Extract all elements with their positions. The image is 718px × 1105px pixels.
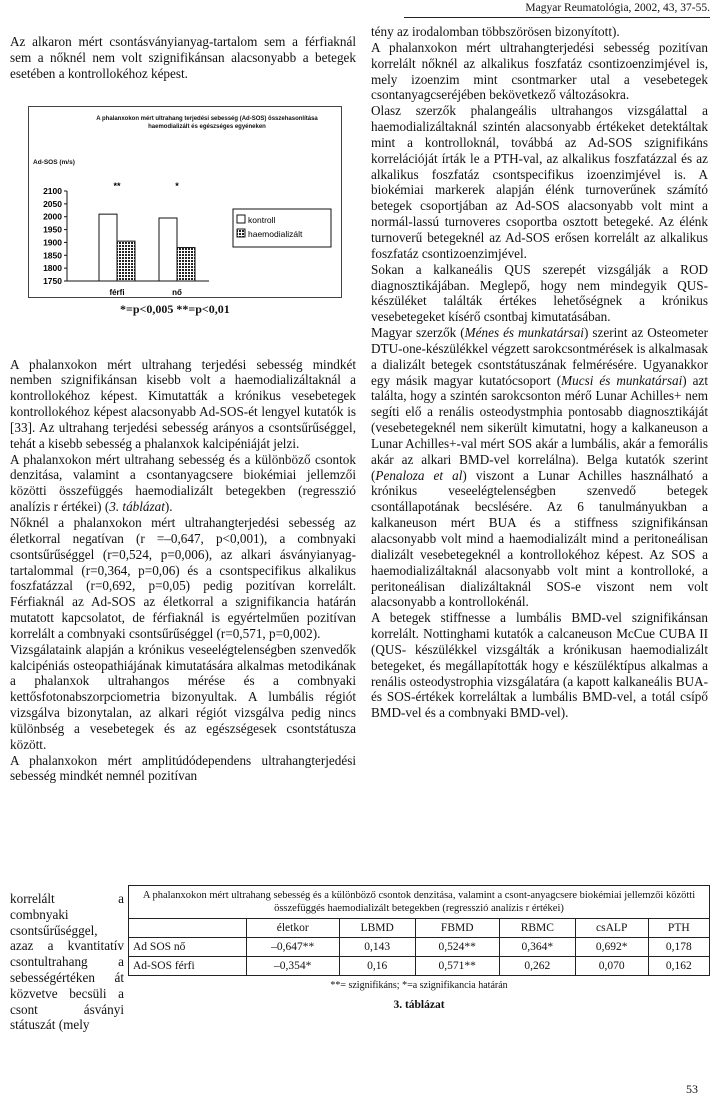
table-cell: 0,692* [575, 938, 648, 957]
paragraph: A phalanxokon mért ultrahang terjedési sebesség mindkét nemben szignifikánsan kisebb volt a haemodializáltaknál a kontrollokéhoz képest. Kimutatták a krónikus vesebetegek kontrollokéhoz képest alacsonyabb Ad-SOS-ét lengyel kutatók is [33]. Az ultrahang terjedési sebesség arányos a csontsűrűséggel, tehát a kisebb sebesség a phalanxok kalcipéniáját jelzi. [10, 356, 356, 451]
table-cell: –0,647** [246, 938, 339, 957]
paragraph: Olasz szerzők phalangeális ultrahangos vizsgálattal a haemodializáltaknál szintén alacsonyabb értékeket detektáltak mint a kontrolloknál, továbbá az Ad-SOS szignifikáns korrelációját írták le a PTH-val, az alkalikus foszfatázzal és az alkalikus foszfatáz csontspecifikus izoenzimjével is. A biokémiai markerek alapján élénk turnoverűnek számító betegek csoportjában az Ad-SOS alacsonyabb volt mint a normál-lassú turnoveres csoportba osztott betegeké. Az élénk turnoverű betegeknél az Ad-SOS erősen korrelált az alkalikus foszfatáz csontizoenzimjével. [371, 103, 708, 261]
significance-legend: *=p<0,005 **=p<0,01 [120, 302, 230, 316]
table-header-cell: RBMC [499, 919, 575, 938]
bar-dialysis [117, 241, 135, 281]
significance-mark: ** [113, 181, 121, 191]
table-header-cell: életkor [246, 919, 339, 938]
significance-mark: * [175, 181, 179, 191]
table-header-cell: PTH [648, 919, 709, 938]
table-row-label: Ad-SOS férfi [129, 957, 247, 976]
paragraph: A phalanxokon mért amplitúdódependens ultrahangterjedési sebesség mindkét nemnél pozitívan [10, 752, 356, 784]
table-row [129, 957, 710, 976]
table-cell: 0,178 [648, 938, 709, 957]
table-cell: 0,162 [648, 957, 709, 976]
table-3 [128, 885, 712, 1011]
y-tick-label: 1900 [43, 237, 62, 248]
table-cell: 0,262 [499, 957, 575, 976]
paragraph: Az alkaron mért csontásványianyag-tartalom sem a férfiaknál sem a nőknél nem volt szignifikánsan alacsonyabb a betegek esetében a kontrollokéhoz képest. [10, 34, 356, 81]
table-footnote: **= szignifikáns; *=a szignifikancia határán [330, 980, 508, 991]
table-label: 3. táblázat [393, 999, 445, 1011]
chart-plot [29, 107, 341, 297]
paragraph: Magyar szerzők (Ménes és munkatársai) szerint az Osteometer DTU-one-készülékkel végzett sarokcsontmérések is alkalmasak a dializált betegek csontstátuszának felmérésére. Ugyanakkor egy másik magyar kutatócsoport (Mucsi és munkatársai) azt találta, hogy a szintén sarokcsonton mérő Lunar Achilles+ nem segíti elő a renális osteodystmphia pontosabb diagnosztikáját (vesebetegeknél nem sikerült kimutatni, hogy a kalkaneuson a Lunar Achilles+-val mért SOS akár a lumbális, akár a femorális akár az alkari BMD-vel korrelálna). Belga kutatók szerint (Penaloza et al) viszont a Lunar Achilles használható a krónikus veseelégtelenségben szenvedő betegek csontállapotának becslésére. Az 6 tanulmányukban a kalkaneuson mért BUA és a stiffness szignifikánsan alacsonyabb volt mind a haemodializált mind a peritoneálisan dializált vesebetegeknél a kontrollokéhoz képest. Az SOS a haemodializáltaknál alacsonyabb volt mint a kontrolloké, a peritoneálisan dializáltaknál SOS-e viszont nem volt alacsonyabb a kontrollokénál. [371, 325, 709, 610]
table-row [129, 938, 710, 957]
table-header-cell: FBMD [415, 919, 499, 938]
table-cell: 0,143 [339, 938, 415, 957]
y-tick-label: 1750 [43, 276, 62, 286]
chart-title: A phalanxokon mért ultrahang terjedési sebesség (Ad-SOS) összehasonlítása haemodializált és egészséges egyéneken [96, 116, 318, 130]
paragraph: Sokan a kalkaneális QUS szerepét vizsgálják a ROD diagnosztikájában. Meglepő, hogy nem mindegyik QUS-készüléket találták értékes lehetőségnek a krónikus vesebetegeket kísérő csontbaj kimutatásában. [371, 261, 708, 325]
paragraph: A phalanxokon mért ultrahang sebesség és a különböző csontok denzitása, valamint a csontanyagcsere biokémiai jellemzői közötti összefüggés haemodializált betegekben (regresszió analízis r értékei) (3. táblázat). [10, 451, 356, 515]
paragraph: tény az irodalomban többszörösen bizonyított). [371, 24, 620, 39]
table-cell: 0,524** [415, 938, 499, 957]
table-reference: 3. táblázat [109, 499, 165, 515]
legend-swatch [237, 229, 245, 237]
table-cell: 0,16 [339, 957, 415, 976]
y-tick-label: 1850 [43, 250, 62, 261]
table-header-cell: LBMD [339, 919, 415, 938]
running-head: Magyar Reumatológia, 2002, 43, 37-55. [404, 2, 710, 18]
paragraph: A phalanxokon mért ultrahangterjedési sebesség pozitívan korrelált nőknél az alkalikus foszfatáz csontizoenzimjével is, mely izoenzim mint csontmarker utal a vesebetegek csontanyagcseréjében bekövetkező változásokra. [371, 39, 708, 103]
paragraph: A betegek stiffnesse a lumbális BMD-vel szignifikánsan korrelált. Nottinghami kutatók a calcaneuson McCue CUBA II (QUS- készülékkel vizsgálták a krónikusan haemodializált betegeket, és megállapították hogy e készüléktípus alkalmas a renális osteodystrophia vizsgálatára (a kapott kalkaneális BUA- és SOS-értékek korreláltak a lumbális BMD-vel, a totál csípő BMD-vel és a combnyaki BMD-vel). [371, 610, 708, 721]
table-header-cell: csALP [575, 919, 648, 938]
bar-chart [28, 106, 342, 298]
data-table [128, 885, 710, 976]
table-cell: 0,571** [415, 957, 499, 976]
y-tick-label: 2050 [43, 198, 62, 209]
right-column [371, 24, 708, 721]
legend-label: haemodializált [248, 229, 303, 239]
x-tick-label: férfi [109, 288, 125, 297]
y-tick-label: 1800 [43, 263, 62, 274]
table-caption: A phalanxokon mért ultrahang sebesség és a különböző csontok denzitása, valamint a csont-anyagcsere biokémiai jellemzői közötti összefüggés haemodializált betegekben (regresszió analízis r értékei) [129, 886, 710, 919]
table-row-label: Ad SOS nő [129, 938, 247, 957]
paragraph: Vizsgálataink alapján a krónikus veseelégtelenségben szenvedők kalcipéniás osteopathiájának kimutatására alkalmas metodikának a phalanxok ultrahangos mérése és a combnyaki kettősfotonabszorpciometria bizonyultak. A lumbális régiót vizsgálva bizonytalan, az alkari régiót vizsgálva pedig nincs különbség a vesebetegek és az egészségesek csontstátusza között. [10, 641, 356, 752]
table-cell: 0,070 [575, 957, 648, 976]
bar-control [99, 214, 117, 281]
table-header-cell [129, 919, 247, 938]
y-tick-label: 2000 [43, 211, 62, 222]
x-tick-label: nő [172, 288, 182, 297]
table-cell: 0,364* [499, 938, 575, 957]
y-tick-label: 1950 [43, 224, 62, 235]
bar-dialysis [177, 248, 195, 281]
legend-swatch [237, 215, 245, 223]
paragraph: Nőknél a phalanxokon mért ultrahangterjedési sebesség az életkorral negatívan (r =–0,647, p<0,001), a combnyaki csontsűrűséggel (r=0,524, p=0,006), az alkari ásványianyag-tartalommal (r=0,364, p=0,06) és a csontspecifikus alkalikus foszfatázzal (r=0,692, p=0,05) pedig pozitívan korrelált. Férfiaknál az Ad-SOS az életkorral a szignifikancia határán mutatott kapcsolatot, de férfiaknál is egyértelműen pozitívan korrelált a combnyaki csontsűrűséggel (r=0,571, p=0,002). [10, 514, 356, 641]
table-header-row [129, 919, 710, 938]
bar-control [159, 218, 177, 281]
table-cell: –0,354* [246, 957, 339, 976]
chart-y-axis-label: Ad-SOS (m/s) [33, 159, 75, 166]
left-column-continued: korrelált a combnyaki csontsűrűséggel, azaz a kvantitatív csontultrahang a sebességértéken át közvetve becsüli a csont ásványi státuszát (mely [10, 891, 124, 1033]
page-number: 53 [686, 1082, 698, 1096]
y-tick-label: 2100 [43, 186, 62, 196]
legend-label: kontroll [248, 215, 276, 225]
